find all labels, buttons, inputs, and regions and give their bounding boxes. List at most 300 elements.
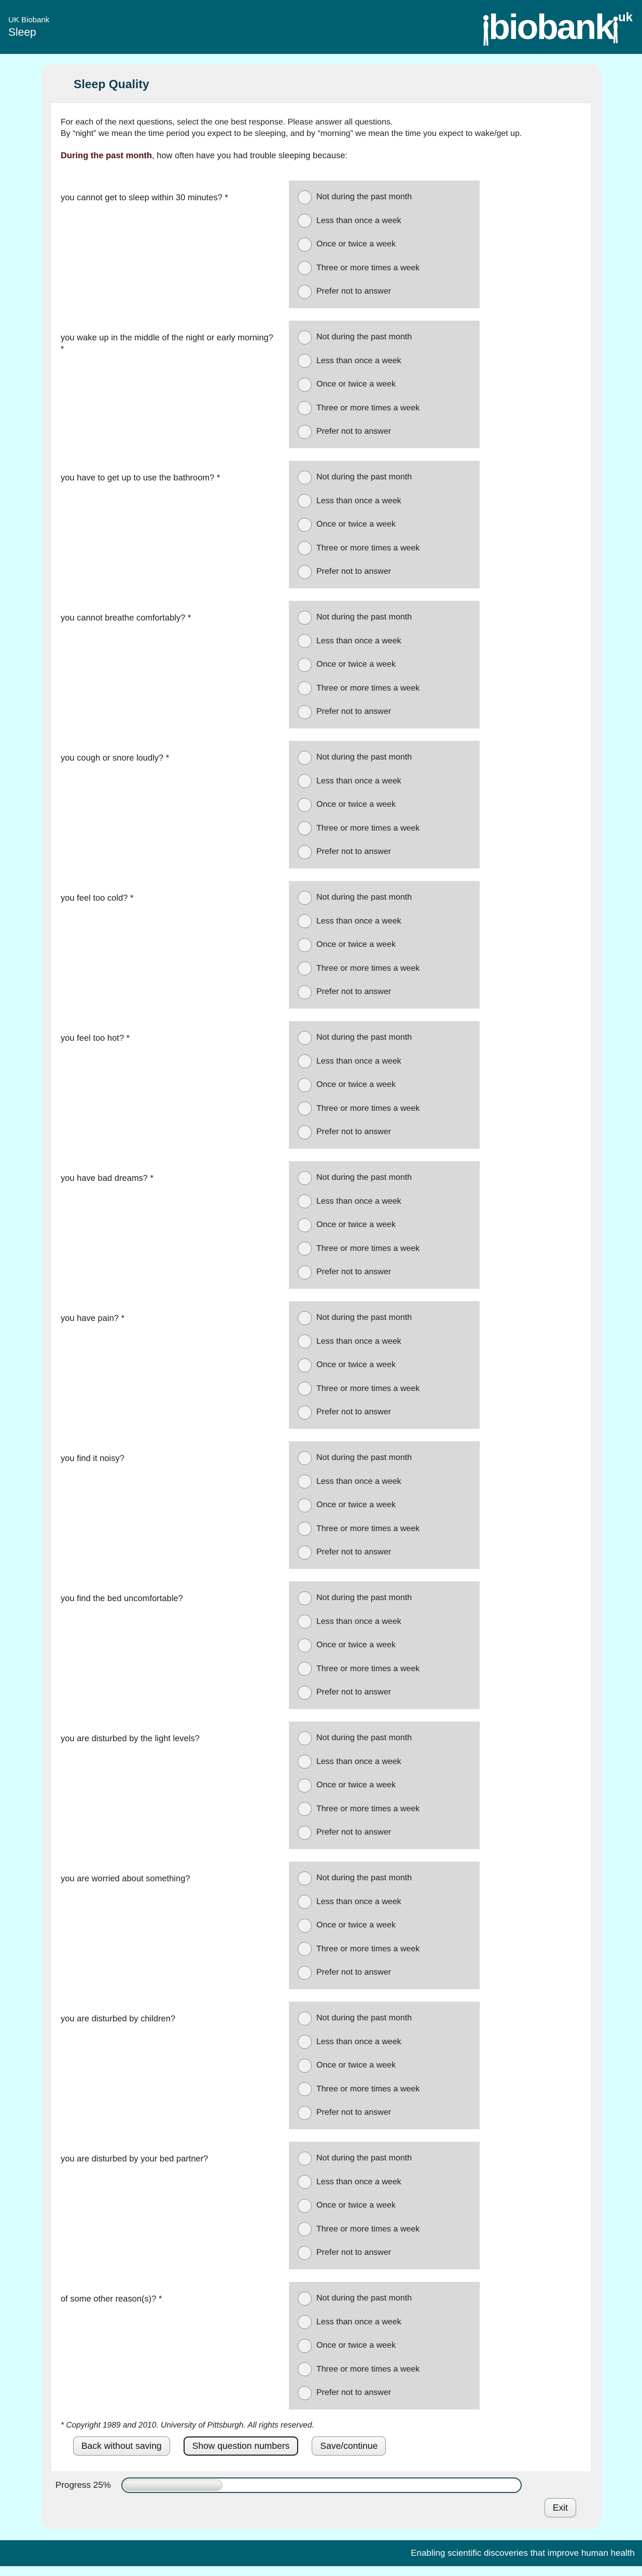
answer-options-box [289, 1721, 480, 1849]
radio-option-label[interactable]: Prefer not to answer [316, 1968, 392, 1977]
radio-option-label[interactable]: Three or more times a week [316, 963, 420, 973]
radio-button-icon[interactable] [298, 798, 312, 812]
question-row [61, 2002, 581, 2129]
radio-button-icon[interactable] [298, 1919, 312, 1933]
radio-option[interactable] [298, 471, 480, 485]
radio-option-label[interactable]: Three or more times a week [316, 1244, 420, 1253]
radio-option[interactable] [298, 1966, 480, 1980]
question-row [61, 1721, 581, 1849]
radio-option-label[interactable]: Prefer not to answer [316, 707, 392, 716]
radio-option[interactable] [298, 2362, 480, 2376]
radio-option[interactable] [298, 378, 480, 392]
radio-option-label[interactable]: Not during the past month [316, 192, 412, 201]
logo-uk-superscript: uk [618, 10, 633, 24]
radio-button-icon[interactable] [298, 2339, 312, 2353]
radio-button-icon[interactable] [298, 1498, 312, 1512]
radio-option-label[interactable]: Three or more times a week [316, 2364, 420, 2374]
radio-option-label[interactable]: Once or twice a week [316, 1921, 396, 1930]
answer-options-box [289, 881, 480, 1009]
radio-option[interactable] [298, 1802, 480, 1816]
radio-option-label[interactable]: Less than once a week [316, 1337, 401, 1346]
radio-option[interactable] [298, 2106, 480, 2120]
radio-option[interactable] [298, 1451, 480, 1465]
radio-option[interactable] [298, 541, 480, 555]
radio-button-icon[interactable] [298, 2362, 312, 2376]
radio-option-label[interactable]: Less than once a week [316, 2037, 401, 2046]
radio-button-icon[interactable] [298, 494, 312, 508]
radio-button-icon[interactable] [298, 425, 312, 439]
radio-option-label[interactable]: Prefer not to answer [316, 567, 392, 576]
question-label: you find it noisy? [61, 1454, 124, 1463]
radio-option[interactable] [298, 1919, 480, 1933]
questions-container [61, 181, 581, 2409]
top-header-bar [0, 0, 642, 54]
radio-button-icon[interactable] [298, 1779, 312, 1793]
radio-option[interactable] [298, 891, 480, 905]
org-name: UK Biobank [8, 15, 50, 24]
radio-button-icon[interactable] [298, 705, 312, 719]
exit-row [41, 2493, 601, 2520]
radio-button-icon[interactable] [298, 285, 312, 299]
question-row [61, 601, 581, 728]
radio-option-label[interactable]: Less than once a week [316, 636, 401, 645]
radio-option-label[interactable]: Less than once a week [316, 916, 401, 926]
radio-option[interactable] [298, 2012, 480, 2026]
radio-option[interactable] [298, 798, 480, 812]
radio-option-label[interactable]: Three or more times a week [316, 1104, 420, 1113]
radio-option-label[interactable]: Once or twice a week [316, 800, 396, 809]
radio-option-label[interactable]: Less than once a week [316, 356, 401, 365]
radio-button-icon[interactable] [298, 1638, 312, 1652]
radio-option[interactable] [298, 2386, 480, 2400]
radio-button-icon[interactable] [298, 1334, 312, 1348]
radio-option[interactable] [298, 914, 480, 928]
radio-button-icon[interactable] [298, 2315, 312, 2329]
radio-button-icon[interactable] [298, 261, 312, 275]
save-continue-button[interactable]: Save/continue [312, 2436, 386, 2456]
radio-option[interactable] [298, 285, 480, 299]
radio-option-label[interactable]: Three or more times a week [316, 263, 420, 272]
radio-option[interactable] [298, 1826, 480, 1840]
answer-options-box [289, 1581, 480, 1709]
radio-option-label[interactable]: Once or twice a week [316, 940, 396, 949]
radio-option-label[interactable]: Not during the past month [316, 893, 412, 902]
instruction-rest: , how often have you had trouble sleeping because: [152, 151, 348, 160]
answer-options-box [289, 1862, 480, 1989]
radio-option[interactable] [298, 1171, 480, 1185]
radio-option[interactable] [298, 1779, 480, 1793]
question-row [61, 2282, 581, 2409]
radio-option-label[interactable]: Three or more times a week [316, 683, 420, 693]
radio-option-label[interactable]: Prefer not to answer [316, 2248, 392, 2257]
question-label: you wake up in the middle of the night or early morning? * [61, 333, 273, 354]
radio-option-label[interactable]: Less than once a week [316, 1617, 401, 1626]
question-row [61, 1862, 581, 1989]
radio-option[interactable] [298, 2035, 480, 2049]
radio-option-label[interactable]: Not during the past month [316, 1173, 412, 1182]
radio-button-icon[interactable] [298, 891, 312, 905]
radio-button-icon[interactable] [298, 985, 312, 999]
radio-option[interactable] [298, 1358, 480, 1372]
radio-option-label[interactable]: Not during the past month [316, 2014, 412, 2022]
radio-option[interactable] [298, 1662, 480, 1676]
radio-option-label[interactable]: Once or twice a week [316, 1220, 396, 1229]
answer-options-box [289, 1301, 480, 1429]
radio-button-icon[interactable] [298, 541, 312, 555]
radio-option-label[interactable]: Prefer not to answer [316, 847, 392, 856]
radio-option[interactable] [298, 1078, 480, 1092]
radio-button-icon[interactable] [298, 821, 312, 835]
progress-bar [121, 2477, 522, 2493]
question-label: you cough or snore loudly? * [61, 753, 170, 763]
question-label: you have bad dreams? * [61, 1174, 153, 1183]
radio-button-icon[interactable] [298, 1265, 312, 1279]
radio-button-icon[interactable] [298, 1662, 312, 1676]
radio-option[interactable] [298, 2152, 480, 2166]
radio-option-label[interactable]: Not during the past month [316, 1033, 412, 1042]
radio-option[interactable] [298, 961, 480, 975]
radio-option[interactable] [298, 1522, 480, 1536]
radio-option[interactable] [298, 611, 480, 625]
radio-option[interactable] [298, 2059, 480, 2073]
radio-option-label[interactable]: Not during the past month [316, 1313, 412, 1322]
radio-option[interactable] [298, 1731, 480, 1745]
radio-option-label[interactable]: Less than once a week [316, 2317, 401, 2326]
radio-option-label[interactable]: Once or twice a week [316, 380, 396, 389]
answer-options-box [289, 1161, 480, 1289]
radio-option-label[interactable]: Prefer not to answer [316, 1408, 392, 1416]
radio-option-label[interactable]: Prefer not to answer [316, 987, 392, 996]
radio-option[interactable] [298, 1475, 480, 1489]
radio-option[interactable] [298, 1265, 480, 1279]
radio-option[interactable] [298, 190, 480, 204]
radio-button-icon[interactable] [298, 658, 312, 672]
radio-button-icon[interactable] [298, 1942, 312, 1956]
radio-option[interactable] [298, 1194, 480, 1208]
question-label: you are disturbed by the light levels? [61, 1734, 200, 1743]
question-row [61, 321, 581, 448]
radio-option[interactable] [298, 261, 480, 275]
question-row [61, 1441, 581, 1569]
radio-option[interactable] [298, 1638, 480, 1652]
answer-options-box [289, 181, 480, 308]
radio-option-label[interactable]: Less than once a week [316, 1056, 401, 1066]
radio-option[interactable] [298, 2175, 480, 2189]
radio-option[interactable] [298, 774, 480, 788]
radio-option-label[interactable]: Once or twice a week [316, 1781, 396, 1789]
question-row [61, 461, 581, 588]
radio-option-label[interactable]: Less than once a week [316, 216, 401, 225]
radio-option[interactable] [298, 1615, 480, 1629]
radio-option[interactable] [298, 1031, 480, 1045]
radio-option[interactable] [298, 565, 480, 579]
radio-option[interactable] [298, 330, 480, 345]
radio-button-icon[interactable] [298, 1871, 312, 1885]
radio-button-icon[interactable] [298, 471, 312, 485]
question-label: you cannot breathe comfortably? * [61, 613, 191, 623]
radio-option-label[interactable]: Less than once a week [316, 2177, 401, 2186]
radio-button-icon[interactable] [298, 238, 312, 252]
radio-option[interactable] [298, 2199, 480, 2213]
radio-button-icon[interactable] [298, 401, 312, 415]
radio-option-label[interactable]: Once or twice a week [316, 2201, 396, 2210]
radio-button-icon[interactable] [298, 2246, 312, 2260]
radio-option-label[interactable]: Three or more times a week [316, 1384, 420, 1393]
radio-button-icon[interactable] [298, 1895, 312, 1909]
radio-button-icon[interactable] [298, 1406, 312, 1420]
radio-option-label[interactable]: Less than once a week [316, 1196, 401, 1206]
radio-button-icon[interactable] [298, 938, 312, 952]
radio-option-label[interactable]: Three or more times a week [316, 1664, 420, 1673]
radio-option-label[interactable]: Once or twice a week [316, 660, 396, 669]
radio-button-icon[interactable] [298, 2152, 312, 2166]
radio-option[interactable] [298, 985, 480, 999]
radio-button-icon[interactable] [298, 1591, 312, 1605]
page-title: Sleep Quality [74, 77, 149, 91]
answer-options-box [289, 2002, 480, 2129]
radio-button-icon[interactable] [298, 330, 312, 345]
radio-option[interactable] [298, 1054, 480, 1068]
radio-option[interactable] [298, 2082, 480, 2096]
radio-option-label[interactable]: Once or twice a week [316, 1500, 396, 1509]
radio-option[interactable] [298, 821, 480, 835]
radio-button-icon[interactable] [298, 751, 312, 765]
radio-option[interactable] [298, 2292, 480, 2306]
radio-option[interactable] [298, 1498, 480, 1512]
radio-option[interactable] [298, 634, 480, 648]
radio-button-icon[interactable] [298, 1218, 312, 1232]
radio-option-label[interactable]: Not during the past month [316, 2154, 412, 2162]
radio-option-label[interactable]: Three or more times a week [316, 823, 420, 833]
question-row [61, 2142, 581, 2269]
radio-button-icon[interactable] [298, 1054, 312, 1068]
radio-button-icon[interactable] [298, 774, 312, 788]
radio-button-icon[interactable] [298, 2059, 312, 2073]
question-label: you feel too hot? * [61, 1034, 130, 1043]
radio-option-label[interactable]: Not during the past month [316, 2294, 412, 2303]
radio-button-icon[interactable] [298, 1382, 312, 1396]
radio-option[interactable] [298, 354, 480, 368]
radio-option[interactable] [298, 938, 480, 952]
radio-button-icon[interactable] [298, 1078, 312, 1092]
radio-option-label[interactable]: Not during the past month [316, 333, 412, 341]
radio-option[interactable] [298, 1101, 480, 1115]
show-question-numbers-button[interactable]: Show question numbers [184, 2436, 299, 2456]
radio-option[interactable] [298, 1546, 480, 1560]
site-footer-bar [0, 2540, 642, 2566]
radio-option[interactable] [298, 1591, 480, 1605]
radio-button-icon[interactable] [298, 2386, 312, 2400]
radio-button-icon[interactable] [298, 1101, 312, 1115]
radio-button-icon[interactable] [298, 2106, 312, 2120]
radio-button-icon[interactable] [298, 2222, 312, 2236]
radio-button-icon[interactable] [298, 1802, 312, 1816]
radio-button-icon[interactable] [298, 518, 312, 532]
radio-option-label[interactable]: Once or twice a week [316, 240, 396, 249]
question-row [61, 1581, 581, 1709]
radio-button-icon[interactable] [298, 565, 312, 579]
radio-option[interactable] [298, 1686, 480, 1700]
radio-option-label[interactable]: Not during the past month [316, 613, 412, 622]
radio-button-icon[interactable] [298, 1125, 312, 1139]
question-label: you find the bed uncomfortable? [61, 1594, 183, 1603]
radio-option-label[interactable]: Prefer not to answer [316, 2108, 392, 2117]
radio-option[interactable] [298, 1125, 480, 1139]
back-without-saving-button[interactable]: Back without saving [73, 2436, 170, 2456]
radio-option[interactable] [298, 1755, 480, 1769]
radio-button-icon[interactable] [298, 2035, 312, 2049]
radio-option[interactable] [298, 681, 480, 695]
answer-options-box [289, 1441, 480, 1569]
radio-option-label[interactable]: Once or twice a week [316, 1641, 396, 1649]
radio-option[interactable] [298, 1218, 480, 1232]
radio-button-icon[interactable] [298, 2012, 312, 2026]
radio-option[interactable] [298, 518, 480, 532]
radio-option[interactable] [298, 401, 480, 415]
radio-button-icon[interactable] [298, 1171, 312, 1185]
radio-option-label[interactable]: Not during the past month [316, 1453, 412, 1462]
radio-option-label[interactable]: Not during the past month [316, 1874, 412, 1882]
radio-option-label[interactable]: Less than once a week [316, 1477, 401, 1486]
radio-option-label[interactable]: Three or more times a week [316, 403, 420, 412]
question-label: you are worried about something? [61, 1874, 190, 1883]
radio-button-icon[interactable] [298, 1755, 312, 1769]
radio-option[interactable] [298, 1382, 480, 1396]
radio-option-label[interactable]: Less than once a week [316, 1897, 401, 1906]
radio-option[interactable] [298, 1942, 480, 1956]
exit-button[interactable]: Exit [545, 2498, 576, 2517]
radio-button-icon[interactable] [298, 1194, 312, 1208]
radio-button-icon[interactable] [298, 2175, 312, 2189]
radio-option-label[interactable]: Prefer not to answer [316, 427, 392, 436]
radio-option-label[interactable]: Prefer not to answer [316, 1127, 392, 1136]
footer-tagline: Enabling scientific discoveries that improve human health [411, 2548, 635, 2558]
radio-option-label[interactable]: Once or twice a week [316, 2341, 396, 2350]
radio-option[interactable] [298, 494, 480, 508]
radio-option-label[interactable]: Not during the past month [316, 1733, 412, 1742]
radio-button-icon[interactable] [298, 1522, 312, 1536]
radio-button-icon[interactable] [298, 1031, 312, 1045]
question-label: you have to get up to use the bathroom? * [61, 473, 220, 483]
radio-option[interactable] [298, 751, 480, 765]
radio-button-icon[interactable] [298, 961, 312, 975]
question-row [61, 181, 581, 308]
radio-option[interactable] [298, 705, 480, 719]
answer-options-box [289, 2142, 480, 2269]
question-label: you are disturbed by your bed partner? [61, 2154, 208, 2164]
radio-button-icon[interactable] [298, 378, 312, 392]
radio-option-label[interactable]: Three or more times a week [316, 1524, 420, 1533]
radio-button-icon[interactable] [298, 1731, 312, 1745]
instruction-bold-phrase: During the past month [61, 151, 152, 160]
radio-option-label[interactable]: Not during the past month [316, 473, 412, 481]
radio-option[interactable] [298, 214, 480, 228]
radio-option-label[interactable]: Less than once a week [316, 776, 401, 786]
radio-button-icon[interactable] [298, 1475, 312, 1489]
question-row [61, 1021, 581, 1149]
radio-button-icon[interactable] [298, 2199, 312, 2213]
radio-button-icon[interactable] [298, 611, 312, 625]
radio-option-label[interactable]: Once or twice a week [316, 2061, 396, 2070]
radio-button-icon[interactable] [298, 1451, 312, 1465]
radio-button-icon[interactable] [298, 190, 312, 204]
radio-button-icon[interactable] [298, 914, 312, 928]
radio-button-icon[interactable] [298, 1686, 312, 1700]
radio-option[interactable] [298, 2222, 480, 2236]
radio-option-label[interactable]: Not during the past month [316, 753, 412, 762]
question-label: you are disturbed by children? [61, 2014, 176, 2023]
radio-button-icon[interactable] [298, 1966, 312, 1980]
radio-button-icon[interactable] [298, 634, 312, 648]
copyright-note: * Copyright 1989 and 2010. University of Pittsburgh. All rights reserved. [61, 2421, 314, 2430]
question-row [61, 1301, 581, 1429]
radio-option-label[interactable]: Less than once a week [316, 1757, 401, 1766]
radio-option-label[interactable]: Prefer not to answer [316, 1688, 392, 1697]
radio-button-icon[interactable] [298, 845, 312, 859]
radio-button-icon[interactable] [298, 1311, 312, 1325]
instruction-line [61, 151, 581, 161]
radio-option[interactable] [298, 425, 480, 439]
form-buttons-row [73, 2436, 581, 2456]
radio-option[interactable] [298, 2315, 480, 2329]
radio-option[interactable] [298, 238, 480, 252]
radio-option[interactable] [298, 1871, 480, 1885]
radio-option-label[interactable]: Three or more times a week [316, 1944, 420, 1953]
radio-option-label[interactable]: Once or twice a week [316, 1360, 396, 1369]
radio-option-label[interactable]: Not during the past month [316, 1593, 412, 1602]
radio-option-label[interactable]: Three or more times a week [316, 1804, 420, 1813]
radio-button-icon[interactable] [298, 1242, 312, 1256]
radio-button-icon[interactable] [298, 1615, 312, 1629]
radio-option[interactable] [298, 658, 480, 672]
radio-option-label[interactable]: Three or more times a week [316, 543, 420, 553]
radio-option[interactable] [298, 845, 480, 859]
radio-option[interactable] [298, 1242, 480, 1256]
radio-option[interactable] [298, 2246, 480, 2260]
radio-option[interactable] [298, 1895, 480, 1909]
radio-option-label[interactable]: Once or twice a week [316, 1080, 396, 1089]
module-name: Sleep [8, 26, 36, 38]
radio-option[interactable] [298, 1334, 480, 1348]
radio-button-icon[interactable] [298, 214, 312, 228]
radio-option-label[interactable]: Three or more times a week [316, 2084, 420, 2093]
radio-option-label[interactable]: Less than once a week [316, 496, 401, 505]
radio-option-label[interactable]: Once or twice a week [316, 520, 396, 529]
answer-options-box [289, 2282, 480, 2409]
radio-option-label[interactable]: Prefer not to answer [316, 1548, 392, 1556]
radio-button-icon[interactable] [298, 354, 312, 368]
radio-button-icon[interactable] [298, 1826, 312, 1840]
radio-option-label[interactable]: Prefer not to answer [316, 2388, 392, 2397]
radio-button-icon[interactable] [298, 1358, 312, 1372]
radio-option-label[interactable]: Prefer not to answer [316, 287, 392, 296]
radio-button-icon[interactable] [298, 2082, 312, 2096]
radio-button-icon[interactable] [298, 681, 312, 695]
answer-options-box [289, 461, 480, 588]
radio-option[interactable] [298, 1311, 480, 1325]
radio-button-icon[interactable] [298, 1546, 312, 1560]
radio-option[interactable] [298, 1406, 480, 1420]
question-label: you feel too cold? * [61, 893, 134, 903]
radio-button-icon[interactable] [298, 2292, 312, 2306]
radio-option-label[interactable]: Prefer not to answer [316, 1268, 392, 1276]
question-label: you cannot get to sleep within 30 minutes? * [61, 193, 228, 202]
radio-option-label[interactable]: Three or more times a week [316, 2224, 420, 2234]
answer-options-box [289, 601, 480, 728]
progress-bar-fill [123, 2479, 222, 2491]
radio-option[interactable] [298, 2339, 480, 2353]
radio-option-label[interactable]: Prefer not to answer [316, 1828, 392, 1837]
